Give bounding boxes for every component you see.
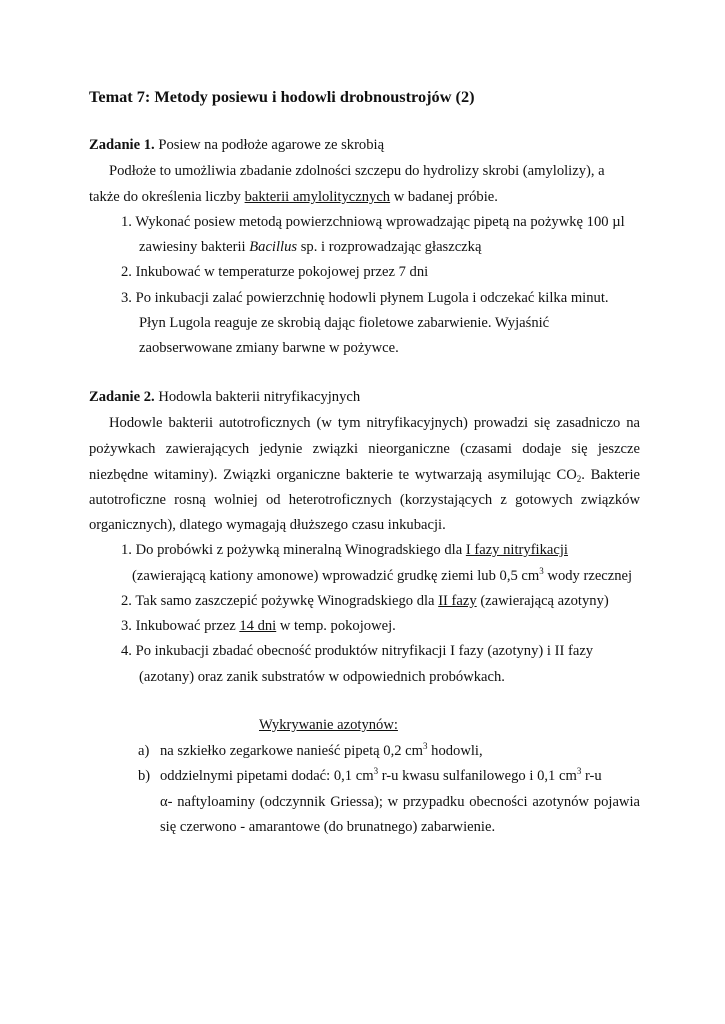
task1-step1-line2 [139, 238, 481, 256]
task2-header [89, 388, 360, 406]
task1-heading: Posiew na podłoże agarowe ze skrobią [158, 137, 385, 153]
page-title: Temat 7: Metody posiewu i hodowli drobnoustrojów (2) [89, 87, 475, 106]
text-span: 3. Inkubować przez [121, 618, 240, 634]
detection-b-marker: b) [138, 768, 151, 784]
subscript: 2 [576, 474, 582, 484]
superscript: 3 [539, 566, 544, 576]
text-span: hodowli, [427, 743, 483, 759]
text-span: r-u [581, 768, 602, 784]
text-span: w badanej próbie. [390, 189, 498, 205]
task1-intro-line1: Podłoże to umożliwia zbadanie zdolności szczepu do hydrolizy skrobi (amylolizy), a [109, 163, 605, 179]
task2-step1-line2 [132, 567, 632, 585]
superscript: 3 [576, 766, 582, 776]
task1-label: Zadanie 1. [89, 137, 155, 153]
task2-label: Zadanie 2. [89, 389, 155, 405]
task2-para-line4: autotroficzne rosną wolniej od heterotroficznych (korzystających z gotowych związków [89, 492, 640, 508]
superscript: 3 [373, 766, 379, 776]
text-span: r-u kwasu sulfanilowego i 0,1 cm [378, 768, 577, 784]
text-span: oddzielnymi pipetami dodać: 0,1 cm [160, 768, 374, 784]
task2-step4-line2: (azotany) oraz zanik substratów w odpowiednich probówkach. [139, 669, 505, 685]
text-span: 1. Do probówki z pożywką mineralną Winogradskiego dla [121, 542, 466, 558]
task2-step4-line1: 4. Po inkubacji zbadać obecność produktów nitryfikacji I fazy (azotyny) i II fazy [121, 643, 594, 659]
task2-step2 [121, 592, 609, 610]
task2-para-line5: organicznych), dlatego wymagają dłuższego czasu inkubacji. [89, 517, 446, 533]
underlined-term: bakterii amylolitycznych [244, 189, 391, 205]
italic-term: Bacillus [249, 239, 298, 255]
detection-a-text [160, 742, 483, 760]
text-span: także do określenia liczby [89, 189, 245, 205]
text-span: (zawierającą kationy amonowe) wprowadzić grudkę ziemi lub 0,5 cm [132, 568, 540, 584]
task2-para-line3 [89, 466, 640, 484]
detection-b-line3: się czerwono - amarantowe (do brunatnego) zabarwienie. [160, 819, 496, 835]
task2-heading: Hodowla bakterii nitryfikacyjnych [158, 389, 361, 405]
underlined-term: II fazy [438, 593, 477, 609]
detection-b-line2: α- naftyloaminy (odczynnik Griessa); w przypadku obecności azotynów pojawia [160, 794, 640, 810]
underlined-term: I fazy nitryfikacji [465, 542, 568, 558]
task1-step3-line3: zaobserwowane zmiany barwne w pożywce. [139, 340, 399, 356]
task2-step3 [121, 617, 396, 635]
task1-step3-line2: Płyn Lugola reaguje ze skrobią dając fioletowe zabarwienie. Wyjaśnić [139, 315, 550, 331]
detection-b-line1 [160, 767, 602, 785]
task1-step2: 2. Inkubować w temperaturze pokojowej przez 7 dni [121, 264, 429, 280]
text-span: niezbędne witaminy). Związki organiczne bakterie te wytwarzają asymilując CO [89, 467, 577, 483]
underlined-term: 14 dni [239, 618, 277, 634]
text-span: wody rzecznej [543, 568, 633, 584]
detection-heading: Wykrywanie azotynów: [259, 717, 398, 733]
task1-step1-line1: 1. Wykonać posiew metodą powierzchniową wprowadzając pipetą na pożywkę 100 µl [121, 214, 625, 230]
text-span: zawiesiny bakterii [139, 239, 250, 255]
text-span: 2. Tak samo zaszczepić pożywkę Winogradskiego dla [121, 593, 439, 609]
task2-para-line2: pożywkach zawierających jedynie związki nieorganiczne (czasami dodaje się jeszcze [89, 441, 640, 457]
text-span: . Bakterie [581, 467, 641, 483]
superscript: 3 [423, 741, 428, 751]
task2-para-line1: Hodowle bakterii autotroficznych (w tym nitryfikacyjnych) prowadzi się zasadniczo na [109, 415, 640, 431]
text-span: na szkiełko zegarkowe nanieść pipetą 0,2 cm [160, 743, 423, 759]
task1-step3-line1: 3. Po inkubacji zalać powierzchnię hodowli płynem Lugola i odczekać kilka minut. [121, 290, 609, 306]
detection-a-marker: a) [138, 743, 150, 759]
text-span: w temp. pokojowej. [276, 618, 396, 634]
text-span: (zawierającą azotyny) [476, 593, 609, 609]
text-span: sp. i rozprowadzając głaszczką [297, 239, 482, 255]
task2-step1-line1 [121, 541, 568, 559]
task1-header [89, 136, 384, 154]
task1-intro-line2 [89, 188, 498, 206]
